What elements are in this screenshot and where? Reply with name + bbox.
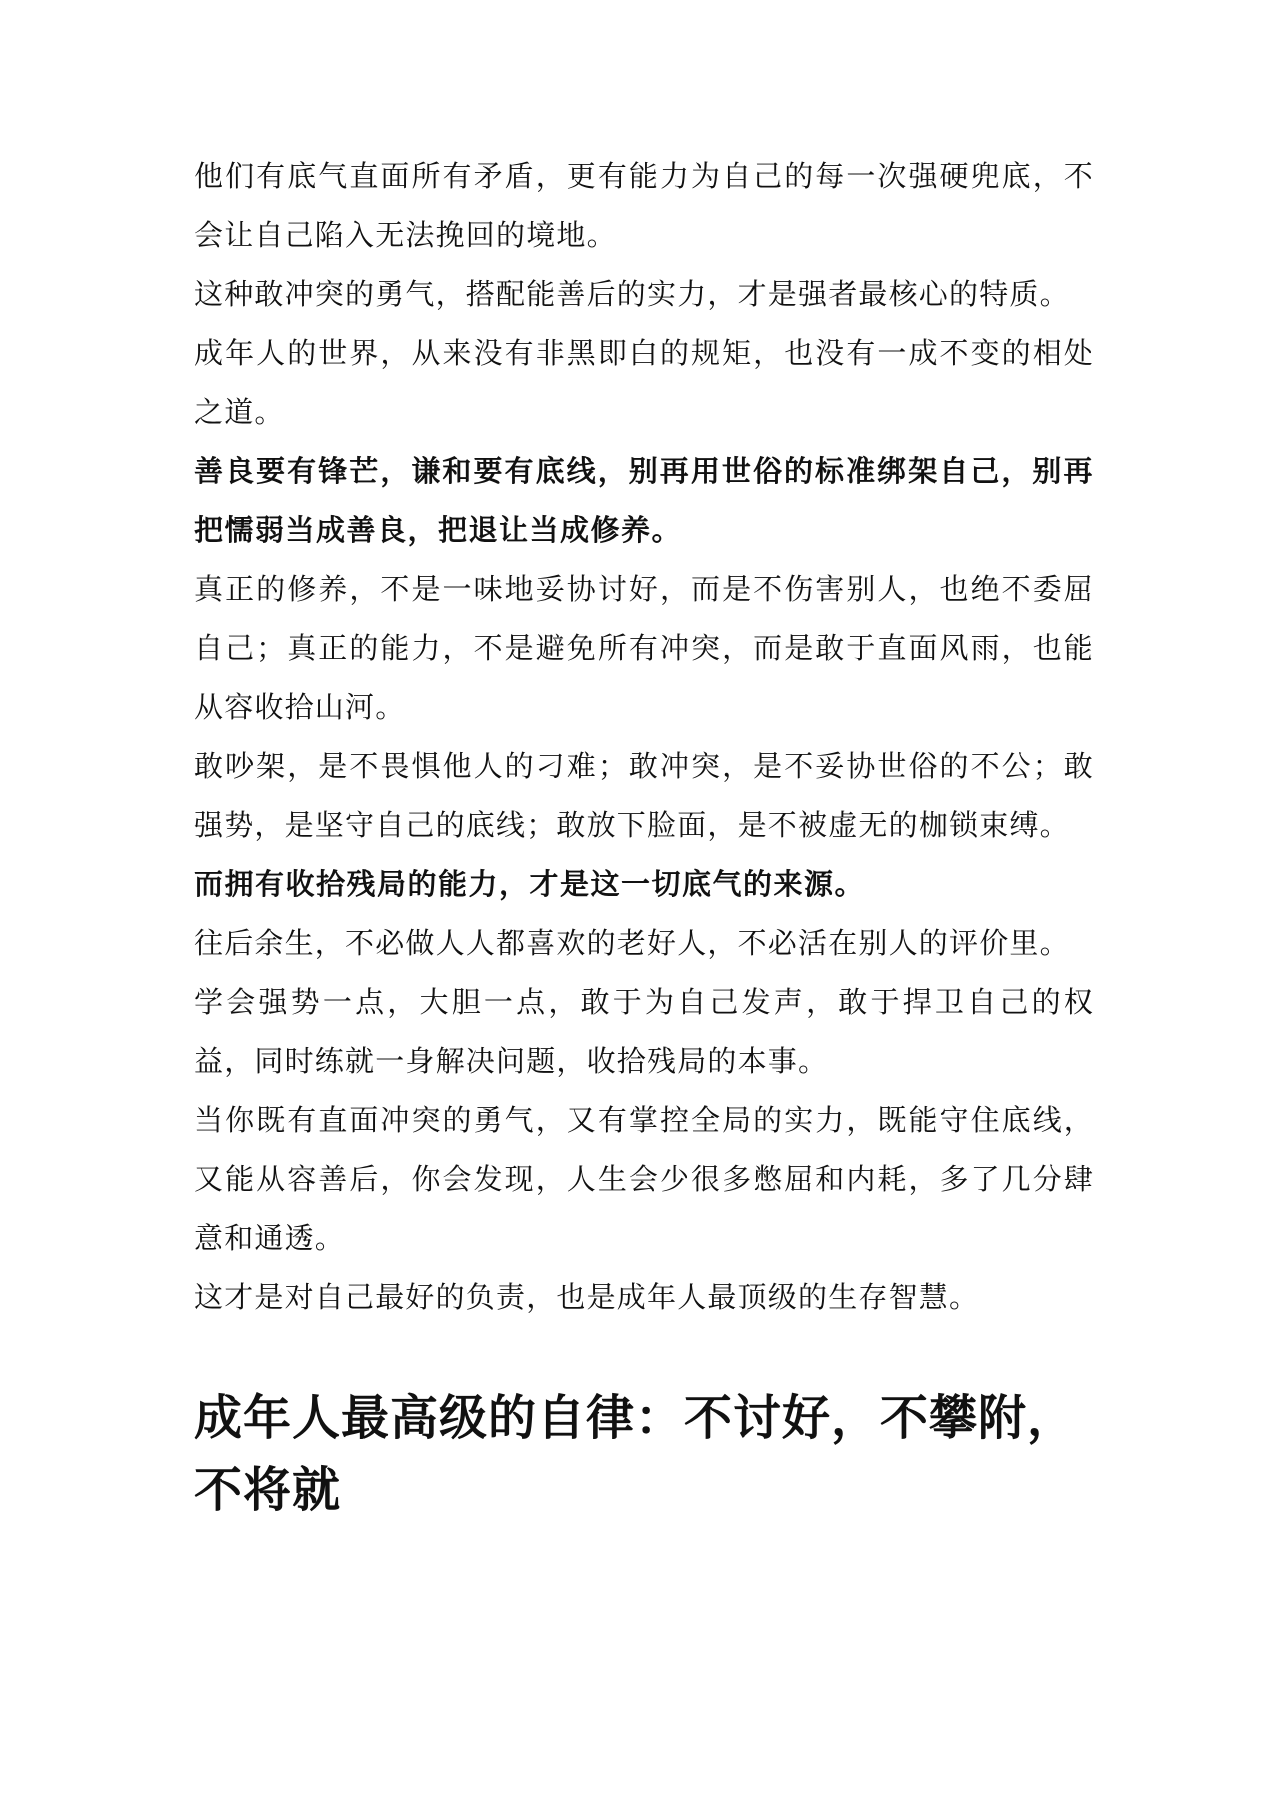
paragraph: 往后余生，不必做人人都喜欢的老好人，不必活在别人的评价里。 bbox=[194, 926, 1070, 960]
paragraph: 成年人的世界，从来没有非黑即白的规矩，也没有一成不变的相处之道。 bbox=[194, 336, 1094, 429]
paragraph: 学会强势一点，大胆一点，敢于为自己发声，敢于捍卫自己的权益，同时练就一身解决问题，收拾残局的本事。 bbox=[194, 985, 1094, 1078]
bold-paragraph: 而拥有收拾残局的能力，才是这一切底气的来源。 bbox=[194, 867, 866, 901]
paragraph: 他们有底气直面所有矛盾，更有能力为自己的每一次强硬兜底，不会让自己陷入无法挽回的境地。 bbox=[194, 159, 1094, 252]
section-heading: 成年人最高级的自律：不讨好，不攀附，不将就 bbox=[194, 1390, 1077, 1518]
paragraph: 这才是对自己最好的负责，也是成年人最顶级的生存智慧。 bbox=[194, 1280, 980, 1314]
paragraph: 真正的修养，不是一味地妥协讨好，而是不伤害别人，也绝不委屈自己；真正的能力，不是避免所有冲突，而是敢于直面风雨，也能从容收拾山河。 bbox=[194, 572, 1094, 724]
paragraph: 敢吵架，是不畏惧他人的刁难；敢冲突，是不妥协世俗的不公；敢强势，是坚守自己的底线；敢放下脸面，是不被虚无的枷锁束缚。 bbox=[194, 749, 1094, 842]
paragraph: 当你既有直面冲突的勇气，又有掌控全局的实力，既能守住底线，又能从容善后，你会发现，人生会少很多憋屈和内耗，多了几分肆意和通透。 bbox=[194, 1103, 1094, 1255]
bold-paragraph: 善良要有锋芒，谦和要有底线，别再用世俗的标准绑架自己，别再把懦弱当成善良，把退让当成修养。 bbox=[194, 454, 1094, 547]
document-page bbox=[194, 147, 1094, 1526]
paragraph: 这种敢冲突的勇气，搭配能善后的实力，才是强者最核心的特质。 bbox=[194, 277, 1070, 311]
